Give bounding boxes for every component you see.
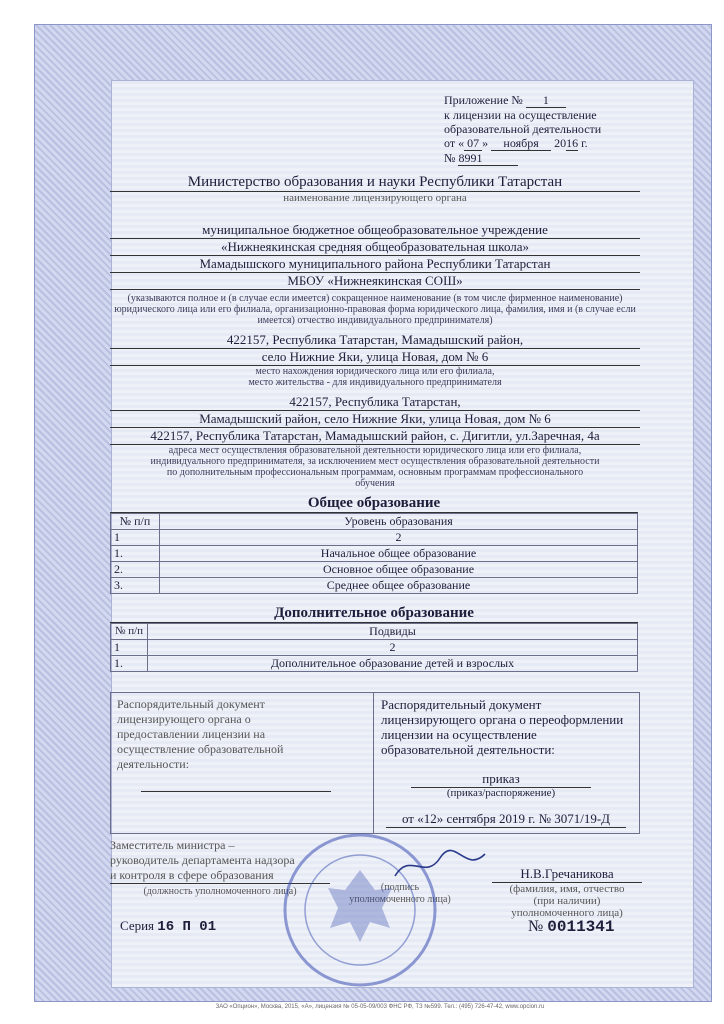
row-number: 1. bbox=[111, 546, 160, 562]
series-label: Серия bbox=[120, 918, 155, 933]
order-reference: от «12» сентября 2019 г. № 3071/19-Д bbox=[386, 811, 626, 828]
location-block bbox=[110, 332, 640, 388]
row-name: Дополнительное образование детей и взрослых bbox=[148, 656, 638, 672]
date-month: ноября bbox=[491, 136, 551, 151]
order-caption: (приказ/распоряжение) bbox=[446, 787, 556, 799]
appendix-line2: образовательной деятельности bbox=[444, 122, 602, 136]
signatory-name: Н.В.Гречаникова bbox=[492, 866, 642, 883]
form-number-value: 0011341 bbox=[547, 918, 615, 936]
address-line2: Мамадышский район, село Нижние Яки, улица Новая, дом № 6 bbox=[110, 411, 640, 428]
address-line1: 422157, Республика Татарстан, bbox=[110, 394, 640, 411]
license-no: 8991 bbox=[458, 151, 518, 166]
appendix-line1: к лицензии на осуществление bbox=[444, 108, 597, 122]
table-row bbox=[111, 578, 638, 594]
sign-caption1: (подпись bbox=[380, 882, 420, 893]
position-caption: (должность уполномоченного лица) bbox=[143, 886, 297, 897]
position-line1: Заместитель министра – bbox=[110, 838, 235, 852]
position-line3: и контроля в сфере образования bbox=[110, 868, 330, 884]
series-block bbox=[120, 918, 216, 935]
doc-issue-line bbox=[141, 791, 331, 792]
date-prefix: от « bbox=[444, 136, 465, 150]
year-suffix: 16 bbox=[566, 136, 579, 150]
org-line4: МБОУ «Нижнеякинская СОШ» bbox=[110, 273, 640, 290]
table-row bbox=[111, 562, 638, 578]
name-caption2: (при наличии) bbox=[533, 895, 601, 907]
organization-block bbox=[110, 222, 640, 326]
row-name: Начальное общее образование bbox=[160, 546, 638, 562]
doc-issue-text: Распорядительный документ лицензирующего органа о предоставлении лицензии на осуществление образовательной деятельности: bbox=[117, 697, 284, 771]
year-prefix: 20 bbox=[554, 136, 567, 150]
signature-scribble-icon bbox=[390, 846, 490, 886]
org-line3: Мамадышского муниципального района Республики Татарстан bbox=[110, 256, 640, 273]
row-number: 1. bbox=[111, 656, 148, 672]
appendix-number: 1 bbox=[526, 93, 566, 108]
date-sep: » bbox=[482, 136, 489, 150]
location-caption1: место нахождения юридического лица или его филиала, bbox=[255, 366, 495, 377]
position-line2: руководитель департамента надзора bbox=[110, 853, 295, 867]
name-caption3: уполномоченного лица) bbox=[511, 907, 623, 919]
ministry-block bbox=[110, 174, 640, 204]
add-col-number: № п/п bbox=[111, 624, 148, 640]
activity-address-block bbox=[110, 394, 640, 489]
series-value: 16 П 01 bbox=[157, 919, 217, 935]
table-row bbox=[111, 656, 638, 672]
form-number-label: № bbox=[528, 918, 544, 935]
general-education-title: Общее образование bbox=[110, 495, 638, 513]
doc-reissue-text: Распорядительный документ лицензирующего органа о переоформлении лицензии на осуществление образовательной деятельности: bbox=[381, 697, 624, 757]
row-name: Основное общее образование bbox=[160, 562, 638, 578]
add-col-subtype: Подвиды bbox=[148, 624, 638, 640]
order-type: приказ bbox=[411, 771, 591, 788]
row-number: 2. bbox=[111, 562, 160, 578]
form-number-block bbox=[528, 918, 614, 936]
year-unit: г. bbox=[581, 136, 588, 150]
sign-caption2: уполномоченного лица) bbox=[349, 894, 451, 905]
location-caption2: место жительства - для индивидуального предпринимателя bbox=[248, 377, 502, 388]
location-line1: 422157, Республика Татарстан, Мамадышский район, bbox=[110, 332, 640, 349]
add-index-2: 2 bbox=[148, 640, 638, 656]
license-no-label: № bbox=[444, 151, 456, 165]
table-row bbox=[111, 546, 638, 562]
org-line2: «Нижнеякинская средняя общеобразовательная школа» bbox=[110, 239, 640, 256]
appendix-label: Приложение № bbox=[444, 93, 523, 107]
printer-footer: ЗАО «Опцион», Москва, 2015, «А», лицензия № 05-05-09/003 ФНС РФ, ТЗ №599. Тел.: (495) 726-47-42, www.opcion.ru bbox=[215, 1004, 545, 1010]
add-index-1: 1 bbox=[111, 640, 148, 656]
address-line3: 422157, Республика Татарстан, Мамадышский район, с. Дигитли, ул.Заречная, 4а bbox=[110, 428, 640, 445]
address-caption: адреса мест осуществления образовательной деятельности юридического лица или его филиала, индивидуального предпринимателя, за исключением мест осуществления образовательной деятельности по дополнительным профессиональным программам, основным программам профессионального обучения bbox=[150, 445, 600, 489]
appendix-block bbox=[444, 93, 644, 166]
gen-index-1: 1 bbox=[111, 530, 160, 546]
ministry-name: Министерство образования и науки Республики Татарстан bbox=[110, 174, 640, 192]
documents-section bbox=[110, 692, 640, 834]
doc-divider bbox=[373, 693, 374, 833]
general-education-section bbox=[110, 495, 638, 594]
additional-education-title: Дополнительное образование bbox=[110, 605, 638, 623]
gen-col-number: № п/п bbox=[111, 514, 160, 530]
row-name: Среднее общее образование bbox=[160, 578, 638, 594]
row-number: 3. bbox=[111, 578, 160, 594]
signatory-name-block bbox=[492, 866, 642, 919]
gen-index-2: 2 bbox=[160, 530, 638, 546]
org-line1: муниципальное бюджетное общеобразовательное учреждение bbox=[110, 222, 640, 239]
date-day: 07 bbox=[464, 136, 482, 151]
location-line2: село Нижние Яки, улица Новая, дом № 6 bbox=[110, 349, 640, 366]
org-caption: (указываются полное и (в случае если имеется) сокращенное наименование (в том числе фирменное наименование) юридического лица или его филиала, организационно-правовая форма юридического лица, фамилия, имя и (в случае если имеется) отчество индивидуального предпринимателя) bbox=[114, 293, 636, 326]
additional-education-section bbox=[110, 605, 638, 672]
name-caption1: (фамилия, имя, отчество bbox=[509, 883, 625, 895]
gen-col-level: Уровень образования bbox=[160, 514, 638, 530]
ministry-caption: наименование лицензирующего органа bbox=[283, 192, 467, 204]
